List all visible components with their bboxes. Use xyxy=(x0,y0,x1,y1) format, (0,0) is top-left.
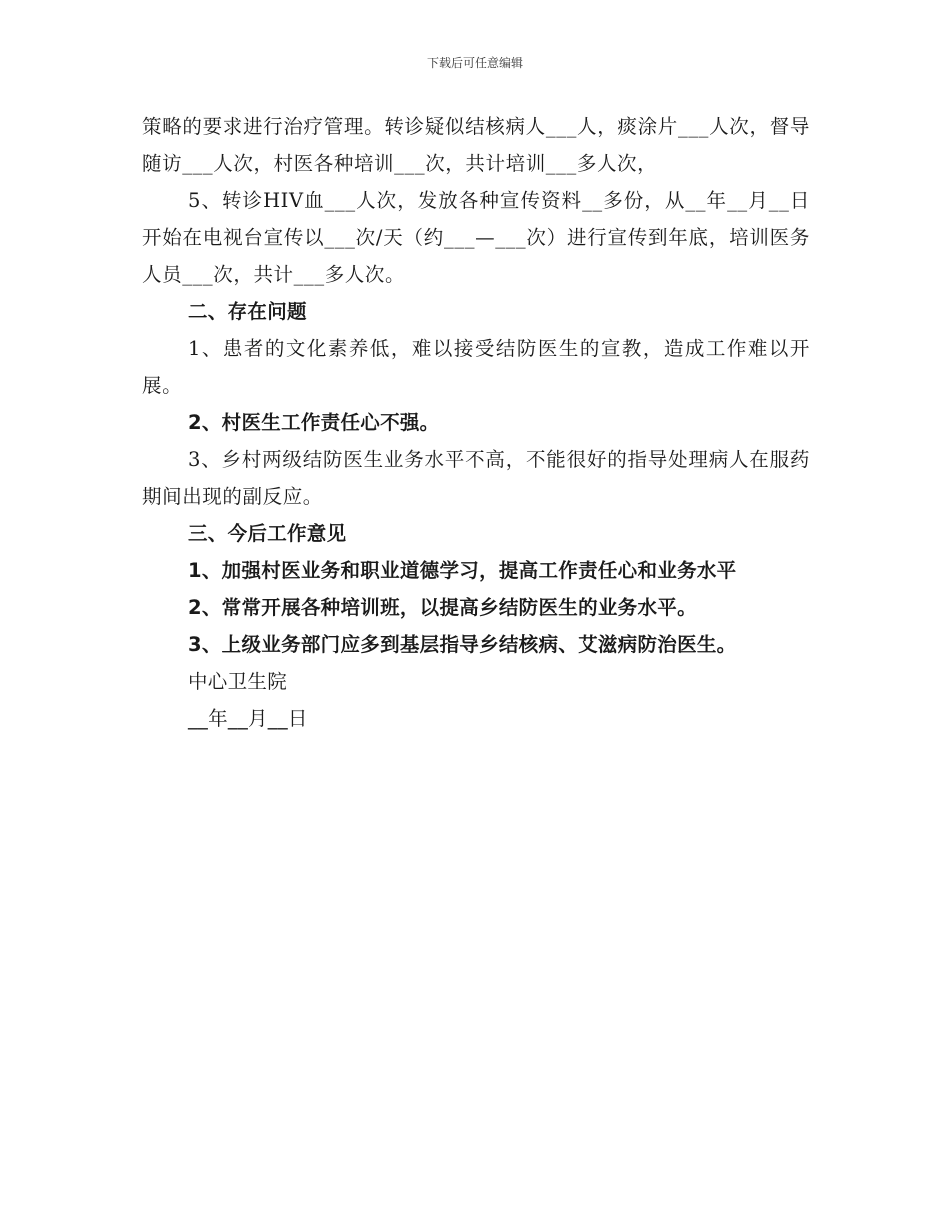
document-body xyxy=(142,108,810,737)
paragraph-continuation: 策略的要求进行治疗管理。转诊疑似结核病人___人，痰涂片___人次，督导随访___人次，村医各种培训___次，共计培训___多人次， xyxy=(142,115,810,175)
paragraph-problem-3: 3、乡村两级结防医生业务水平不高，不能很好的指导处理病人在服药期间出现的副反应。 xyxy=(142,448,810,508)
paragraph-opinion-2: 2、常常开展各种培训班，以提高乡结防医生的业务水平。 xyxy=(188,596,697,619)
section-heading-problems: 二、存在问题 xyxy=(188,300,307,323)
paragraph-problem-2: 2、村医生工作责任心不强。 xyxy=(188,411,440,434)
paragraph-opinion-1: 1、加强村医业务和职业道德学习，提高工作责任心和业务水平 xyxy=(188,559,737,582)
header-note: 下载后可任意编辑 xyxy=(426,56,523,70)
signature-date: __年__月__日 xyxy=(188,707,308,730)
paragraph-opinion-3: 3、上级业务部门应多到基层指导乡结核病、艾滋病防治医生。 xyxy=(188,633,737,656)
signature-organization: 中心卫生院 xyxy=(188,670,288,693)
paragraph-problem-1: 1、患者的文化素养低，难以接受结防医生的宣教，造成工作难以开展。 xyxy=(142,337,810,397)
section-heading-opinions: 三、今后工作意见 xyxy=(188,522,347,545)
paragraph-item-5: 5、转诊HIV血___人次，发放各种宣传资料__多份，从__年__月__日开始在电视台宣传以___次/天（约___—___次）进行宣传到年底，培训医务人员___次，共计___多人次。 xyxy=(142,189,810,286)
